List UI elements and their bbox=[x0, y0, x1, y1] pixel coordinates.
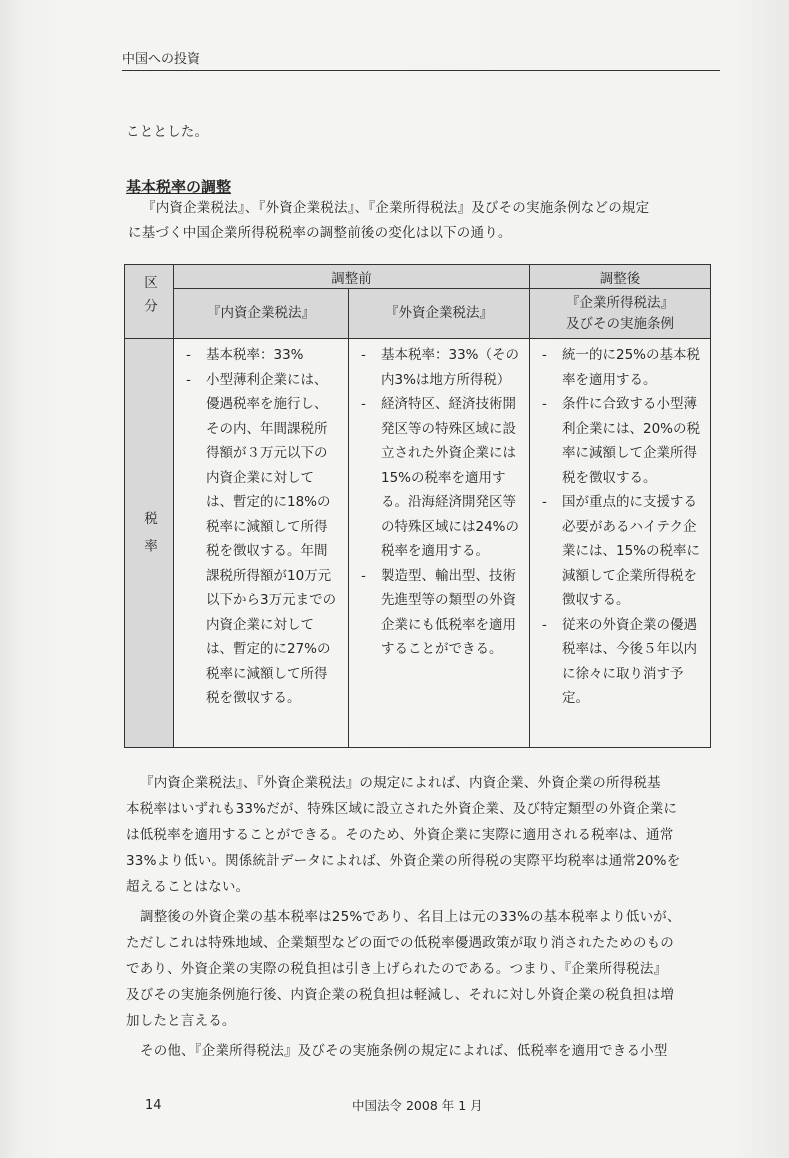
col3-cell bbox=[530, 339, 711, 748]
paragraph-1 bbox=[126, 770, 680, 900]
list-item: - 統一的に25%の基本税率を適用する。 bbox=[542, 343, 702, 392]
col3-header bbox=[530, 289, 711, 339]
paragraph-line: ただしこれは特殊地域、企業類型などの面での低税率優遇政策が取り消されたためのもの bbox=[126, 935, 674, 951]
paragraph-line: 本税率はいずれも33%だが、特殊区域に設立された外資企業、及び特定類型の外資企業に bbox=[126, 801, 678, 817]
kubun-label: 区分 bbox=[141, 274, 157, 322]
tax-rate-row-label bbox=[125, 339, 174, 748]
paragraph-line: その他、『企業所得税法』及びその実施条例の規定によれば、低税率を適用できる小型 bbox=[140, 1043, 668, 1059]
list-item: - 従来の外資企業の優遇税率は、今後５年以内に徐々に取り消す予定。 bbox=[542, 613, 702, 711]
col1-cell bbox=[174, 339, 349, 748]
list-item: - 国が重点的に支援する必要があるハイテク企業には、15%の税率に減額して企業所得税を徴収する。 bbox=[542, 490, 702, 613]
paragraph-line: 超えることはない。 bbox=[126, 879, 250, 895]
list-item: - 基本税率：33% bbox=[186, 343, 340, 368]
col2-header: 『外資企業税法』 bbox=[349, 289, 530, 339]
list-item: - 経済特区、経済技術開発区等の特殊区域に設立された外資企業には15%の税率を適用する。沿海経済開発区等の特殊区域には24%の税率を適用する。 bbox=[361, 392, 521, 564]
kubun-header bbox=[125, 265, 174, 339]
col3-header-line: 『企業所得税法』 bbox=[566, 294, 674, 311]
lead-paragraph bbox=[128, 196, 649, 246]
footer-source: 中国法令 2008 年 1 月 bbox=[352, 1098, 483, 1113]
list-item: - 小型薄利企業には、優遇税率を施行し、その内、年間課税所得額が３万元以下の内資企業に対しては、暫定的に18%の税率に減額して所得税を徴収する。年間課税所得額が10万元以下から3万元までの内資企業に対しては、暫定的に27%の税率に減額して所得税を徴収する。 bbox=[186, 368, 340, 711]
list-item: - 製造型、輸出型、技術先進型等の類型の外資企業にも低税率を適用することができる。 bbox=[361, 564, 521, 662]
row-label: 税率 bbox=[141, 511, 157, 566]
page-number: 14 bbox=[145, 1098, 162, 1113]
list-item: - 基本税率：33%（その内3%は地方所得税） bbox=[361, 343, 521, 392]
col2-cell bbox=[349, 339, 530, 748]
paragraph-line: 『内資企業税法』、『外資企業税法』の規定によれば、内資企業、外資企業の所得税基 bbox=[140, 775, 661, 791]
paragraph-line: 調整後の外資企業の基本税率は25%であり、名目上は元の33%の基本税率より低いが、 bbox=[140, 909, 681, 925]
paragraph-line: は低税率を適用することができる。そのため、外資企業に実際に適用される税率は、通常 bbox=[126, 827, 674, 843]
list-item: - 条件に合致する小型薄利企業には、20%の税率に減額して企業所得税を徴収する。 bbox=[542, 392, 702, 490]
paragraph-line: 及びその実施条例施行後、内資企業の税負担は軽減し、それに対し外資企業の税負担は増 bbox=[126, 987, 674, 1003]
before-header: 調整前 bbox=[174, 265, 530, 289]
intro-line: こととした。 bbox=[126, 124, 209, 140]
running-header: 中国への投資 bbox=[122, 48, 720, 71]
col3-header-line: 及びその実施条例 bbox=[566, 315, 674, 332]
section-heading: 基本税率の調整 bbox=[126, 178, 232, 196]
paragraph-line: であり、外資企業の実際の税負担は引き上げられたのである。つまり、『企業所得税法』 bbox=[126, 961, 668, 977]
paragraph-2 bbox=[126, 904, 681, 1034]
paragraph-line: 33%より低い。関係統計データによれば、外資企業の所得税の実際平均税率は通常20%を bbox=[126, 853, 681, 869]
lead-line: に基づく中国企業所得税税率の調整前後の変化は以下の通り。 bbox=[128, 225, 512, 241]
tax-rate-table bbox=[124, 264, 711, 748]
lead-line: 『内資企業税法』、『外資企業税法』、『企業所得税法』及びその実施条例などの規定 bbox=[142, 200, 650, 216]
col1-header: 『内資企業税法』 bbox=[174, 289, 349, 339]
paragraph-line: 加したと言える。 bbox=[126, 1013, 236, 1029]
after-header: 調整後 bbox=[530, 265, 711, 289]
paragraph-3 bbox=[126, 1038, 668, 1064]
